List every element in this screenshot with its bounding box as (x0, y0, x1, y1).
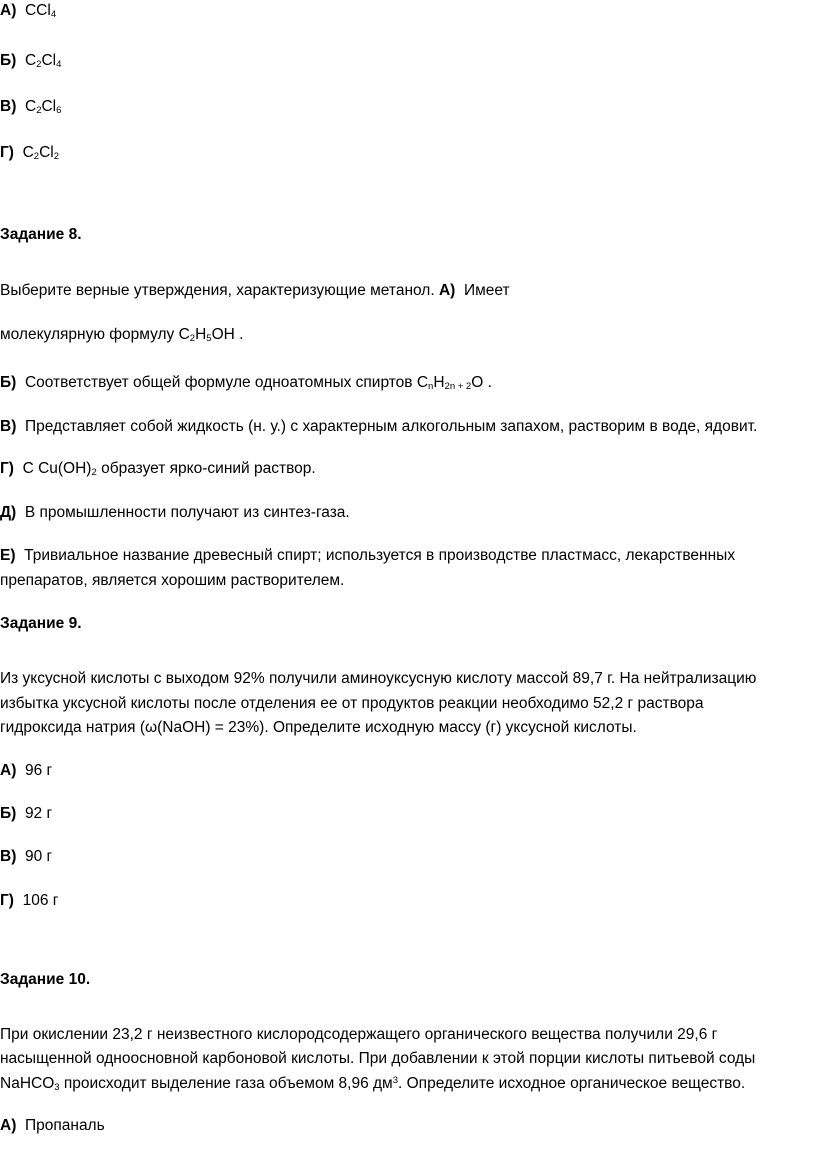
formula: $C_2Cl_6$ (24, 98, 62, 116)
q7-option-g (0, 143, 59, 163)
q7-option-v (0, 97, 61, 117)
task8-option-v: В) Представляет собой жидкость (н. у.) с характерным алкогольным запахом, растворим в воде, ядовит. (0, 418, 758, 435)
task8-heading: Задание 8. (0, 226, 82, 243)
task8-option-a-cont: молекулярную формулу $C_2H_5OH$ . (0, 326, 244, 344)
task9-option-b: Б) 92 г (0, 805, 53, 822)
task8-intro: Выберите верные утверждения, характеризующие метанол. А) Имеет (0, 282, 510, 299)
option-letter: В) (0, 98, 17, 115)
formula: $C_2Cl_2$ (22, 144, 60, 162)
option-letter: Г) (0, 144, 14, 161)
task8-option-e: Е) Тривиальное название древесный спирт; используется в производстве пластмасс, лекарственных (0, 547, 736, 564)
task8-option-d: Д) В промышленности получают из синтез-газа. (0, 504, 350, 521)
task10-text-line3: NaHCO$_3$ происходит выделение газа объемом 8,96 $дм^3$. Определите исходное органическое вещество. (0, 1075, 746, 1093)
option-letter: Б) (0, 52, 17, 69)
q7-option-b (0, 51, 61, 71)
task9-text-line1: Из уксусной кислоты с выходом 92% получили аминоуксусную кислоту массой 89,7 г. На нейтрализацию (0, 670, 757, 687)
task9-heading: Задание 9. (0, 615, 82, 632)
task8-option-e-cont: препаратов, является хорошим растворителем. (0, 572, 345, 589)
task10-text-line2: насыщенной одноосновной карбоновой кислоты. При добавлении к этой порции кислоты питьевой соды (0, 1050, 756, 1067)
task10-heading: Задание 10. (0, 971, 91, 988)
task10-option-a: А) Пропаналь (0, 1117, 105, 1134)
task8-option-b: Б) Соответствует общей формуле одноатомных спиртов $C_nH_{2n + 2}O$ . (0, 374, 492, 392)
task9-option-g: Г) 106 г (0, 892, 59, 909)
task9-option-a: А) 96 г (0, 762, 53, 779)
task9-text-line2: избытка уксусной кислоты после отделения ее от продуктов реакции необходимо 52,2 г раствора (0, 695, 704, 712)
formula: $C_2Cl_4$ (24, 52, 62, 70)
formula: CCl$_4$ (24, 2, 57, 20)
task8-option-g: Г) С $Cu(OH)_2$ образует ярко-синий раствор. (0, 460, 316, 478)
task9-text-line3: гидроксида натрия (ω(NaOH) = 23%). Определите исходную массу (г) уксусной кислоты. (0, 719, 637, 736)
task9-option-v: В) 90 г (0, 848, 53, 865)
q7-option-a (0, 1, 56, 21)
option-letter: А) (0, 2, 17, 19)
task10-text-line1: При окислении 23,2 г неизвестного кислородсодержащего органического вещества получили 29,6 г (0, 1026, 718, 1043)
